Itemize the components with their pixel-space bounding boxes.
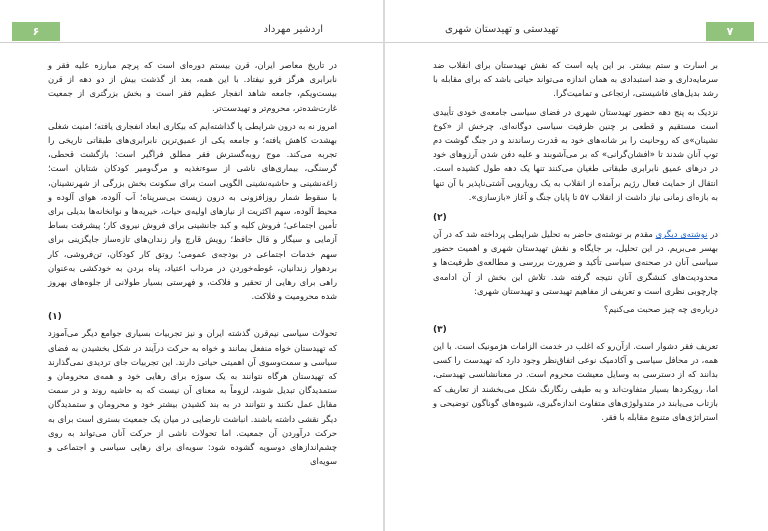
left-page-body	[48, 58, 337, 472]
paragraph	[433, 227, 718, 298]
text-fragment: در	[707, 229, 718, 240]
paragraph: امروز نه به درون شرایطی پا گذاشته‌ایم که بیکاری ابعاد انفجاری یافته؛ امنیت شغلی بهشدت کاهش یافته؛ و جامعه یکی از عمیق‌ترین نابرابری‌های طبقاتی تاریخی را تجربه می‌کند. موج روبه‌گسترش فقر مطلق فراگیر است: بازگشت قحطی، گرسنگی، بیماری‌های ناشی از سوءتغذیه و مرگ‌ومیر کودکان شتابان است؛ زاغه‌نشینی و حاشیه‌نشینی الگویی است برای سکونت بخش بزرگی از شهرنشینان، با سقوط شمار روزافزونی به درون زیست بی‌سرپناه؛ آب آلوده، هوای آلوده و محیط آلوده، سهم اکثریت از نیازهای اولیه‌ی حیات، خیریه‌ها و نوانخانه‌ها بدیلی برای تأمین اجتماعی؛ فروش کلیه و کبد جانشینی برای فروش نیروی کار؛ پیشرفت بساط آزمایی و سیگار و قال حافظ؛ رویش قارچ وار زندان‌های تازه‌ساز جایگزینی برای سهم خدمات اجتماعی در بودجه‌ی عمومی؛ روتق کار کودکان، تن‌فروشی، کار بردهوار زندانیان، غوطه‌خوردن در مرداب اعتیاد، پناه بردن به خودکشی به‌عنوان راهی برای رهایی از تحقیر و فلاکت، و فهرستی بسیار طولانی از جلوه‌های بهروز شده محرومیت و فلاکت.	[48, 120, 337, 302]
paragraph: نزدیک به پنج دهه حضور تهیدستان شهری در فضای سیاسی جامعه‌ی خودی تأییدی است مستقیم و قطعی بر چنین ظرفیت سیاسی دوگانه‌ای. چرخش از «کوخ نشینان»‌ی که روحانیت را بر شانه‌های خود به قدرت رساندند و در جنگ گوشت دم توپ آنان شدند تا «افشان‌گرانی» که بر می‌آشوبند و علیه دفن شدن آرزوهای خود در درهای عمیق نابرابری طبقاتی طغیان می‌کنند تنها یک دهه طول کشیده است. انتقال از حمایت فعال رژیم برآمده از انقلاب به یک رویارویی آشتی‌ناپذیر با آن تنها به بازه‌ای زمانی نیاز داشت از انقلاب ۵۷ تا پایان جنگ و آغاز «بازسازی».	[433, 106, 718, 202]
reference-link[interactable]: نوشته‌ی دیگری	[655, 229, 708, 240]
right-page-header	[385, 22, 768, 43]
running-head: اردشیر مهرداد	[263, 24, 323, 35]
right-page	[385, 0, 768, 531]
running-head: تهیدستی و تهیدستان شهری	[445, 24, 559, 35]
question-line: درباره‌ی چه چیز صحبت می‌کنیم؟	[603, 304, 718, 315]
paragraph: تحولات سیاسی نیم‌قرن گذشته ایران و نیز تجربیات بسیاری جوامع دیگر می‌آموزد که تهیدستان خواه منفعل بمانند و خواه به حرکت درآیند در شکل بخشیدن به فضای سیاسی و سمت‌وسوی آن اهمیتی حیاتی دارند. این تجربیات جای تردیدی نمی‌گذارند که تهیدستان هرگاه نتوانند به یک سوژه برای رهایی خود و همه‌ی محرومان و ستمدیدگان تبدیل شوند، لزوماً به معنای آن نیست که به حاشیه روند و در سمت مقابل عمل نکنند و نتوانند در به بند کشیدن بیشتر خود و محرومان و ستمدیدگان دیگر نقشی داشته باشند. انباشت نارضایی در میان یک جمعیت بستری است برای به حرکت درآوردن آن جمعیت. اما تحولات ناشی از حرکت آنان می‌تواند به روی چشم‌اندازهای دوسویه گشوده شود: سویه‌ای برای رهایی سیاسی و اجتماعی و سویه‌ای	[48, 328, 337, 467]
page-number-badge: ۶	[12, 22, 60, 41]
paragraph: بر اسارت و ستم بیشتر. بر این پایه است که نقش تهیدستان برای انقلاب ضد سرمایه‌داری و ضد استبدادی به همان اندازه می‌تواند حیاتی باشد که برای مقابله با رشد بدیل‌های فاشیستی، ارتجاعی و تمامیت‌گرا.	[433, 60, 718, 99]
page-number-badge: ۷	[706, 22, 754, 41]
section-number: (۳)	[433, 325, 447, 336]
paragraph: تعریف فقر دشوار است. ازآن‌رو که اغلب در خدمت الزامات هژمونیک است. با این همه، در محافل سیاسی و آکادمیک نوعی اتفاق‌نظر وجود دارد که تهیدست را کسی بدانند که از دسترسی به وسایل معیشت محروم است. در معنانشانسی تهیدستی، اما، رویکردها بسیار متفاوت‌اند و به طیفی رنگارنگ شکل می‌بخشند از تعاریف که بازتاب می‌یابند در متدولوژی‌های متفاوت اندازه‌گیری، شیوه‌های گوناگون توضیحی و استراتژی‌های متنوع مقابله با فقر.	[433, 341, 718, 423]
paragraph: در تاریخ معاصر ایران، قرن بیستم دوره‌ای است که پرچم مبارزه علیه فقر و نابرابری هرگز فرو نیفتاد. با این همه، بعد از گذشت بیش از دو دهه از قرن بیست‌ویکم، جامعه شاهد انفجار عظیم فقر است و بخش بزرگتری از جمعیت غارت‌شده‌تر، محروم‌تر و تهیدست‌تر.	[48, 60, 337, 113]
section-number: (۲)	[433, 213, 447, 224]
section-number: (۱)	[48, 312, 62, 323]
text-fragment: مقدم بر نوشته‌ی حاضر به تحلیل شرایطی پرداخته شد که در آن بهسر می‌بریم. در این تحلیل، بر جایگاه و نقش تهیدستان شهری و اهمیت حضور سیاسی آنان در صحنه‌ی سیاسی تأکید و ضرورت بررسی و مطالعه‌ی ظرفیت‌ها و محدودیت‌های کنشگری آنان نتیجه گرفته شد. تلاش این بخش از آن ادامه‌ی چارچوبی نظری است و تعریفی از مفاهیم تهیدستی و تهیدستان شهری:	[433, 229, 718, 296]
left-page	[0, 0, 383, 531]
left-page-header	[0, 22, 383, 43]
right-page-body	[433, 58, 718, 428]
